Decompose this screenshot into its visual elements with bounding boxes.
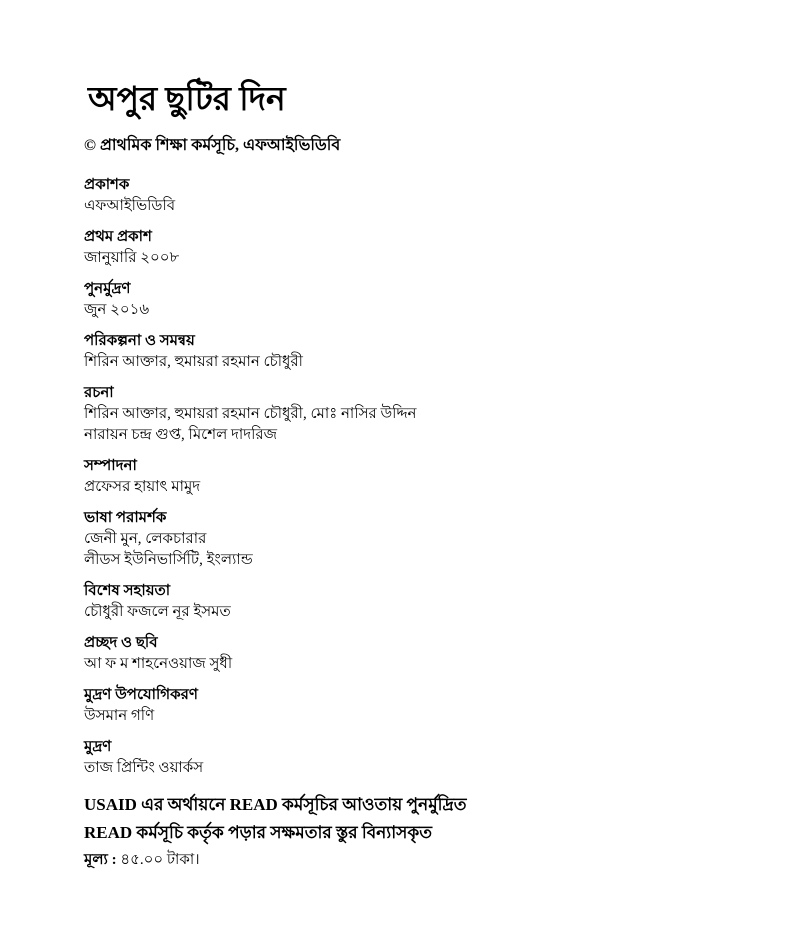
credit-value: এফআইভিডিবি — [84, 198, 176, 214]
price-label: মূল্য : — [84, 852, 117, 868]
credit-block — [84, 331, 764, 373]
credit-value: লীডস ইউনিভার্সিটি, ইংল্যান্ড — [84, 552, 253, 568]
price-line — [84, 850, 200, 871]
credit-value: উসমান গণি — [84, 708, 155, 724]
credit-heading: রচনা — [84, 385, 114, 401]
credit-value: প্রফেসর হায়াৎ মামুদ — [84, 479, 201, 495]
credit-heading: পুনর্মুদ্রণ — [84, 281, 131, 297]
credit-block — [84, 685, 764, 727]
credit-heading: প্রচ্ছদ ও ছবি — [84, 635, 158, 651]
credit-heading: প্রকাশক — [84, 177, 130, 193]
credit-heading: মুদ্রণ উপযোগিকরণ — [84, 687, 198, 703]
credit-heading: বিশেষ সহায়তা — [84, 583, 171, 599]
funding-note: READ কর্মসূচি কর্তৃক পড়ার সক্ষমতার স্তুর বিন্যাসকৃত — [84, 823, 433, 842]
credit-heading: ভাষা পরামর্শক — [84, 510, 167, 526]
credit-block — [84, 581, 764, 623]
credits-list — [84, 175, 764, 789]
funding-notes — [84, 791, 467, 847]
credit-value: আ ফ ম শাহনেওয়াজ সুধী — [84, 656, 233, 672]
credit-block — [84, 279, 764, 321]
credit-block — [84, 456, 764, 498]
credit-heading: প্রথম প্রকাশ — [84, 229, 152, 245]
credit-value: চৌধুরী ফজলে নূর ইসমত — [84, 604, 231, 620]
copyright-line: © প্রাথমিক শিক্ষা কর্মসূচি, এফআইভিডিবি — [84, 137, 341, 154]
price-value: ৪৫.০০ টাকা। — [120, 852, 200, 868]
credit-block — [84, 508, 764, 571]
credit-value: জানুয়ারি ২০০৮ — [84, 250, 180, 266]
credit-value: জুন ২০১৬ — [84, 302, 150, 318]
credit-value: শিরিন আক্তার, হুমায়রা রহমান চৌধুরী — [84, 354, 303, 370]
credit-block — [84, 737, 764, 779]
credit-block — [84, 383, 764, 446]
credit-block — [84, 633, 764, 675]
credit-value: নারায়ন চন্দ্র গুপ্ত, মিশেল দাদরিজ — [84, 427, 278, 443]
credit-block — [84, 227, 764, 269]
funding-note: USAID এর অর্থায়নে READ কর্মসূচির আওতায় পুনর্মুদ্রিত — [84, 795, 467, 814]
credit-heading: মুদ্রণ — [84, 739, 112, 755]
credit-value: তাজ প্রিন্টিং ওয়ার্কস — [84, 760, 204, 776]
book-title: অপুর ছুটির দিন — [88, 82, 286, 118]
credit-block — [84, 175, 764, 217]
credit-value: জেনী মুন, লেকচারার — [84, 531, 207, 547]
credit-heading: পরিকল্পনা ও সমন্বয় — [84, 333, 195, 349]
credit-heading: সম্পাদনা — [84, 458, 137, 474]
credit-value: শিরিন আক্তার, হুমায়রা রহমান চৌধুরী, মোঃ নাসির উদ্দিন — [84, 406, 417, 422]
